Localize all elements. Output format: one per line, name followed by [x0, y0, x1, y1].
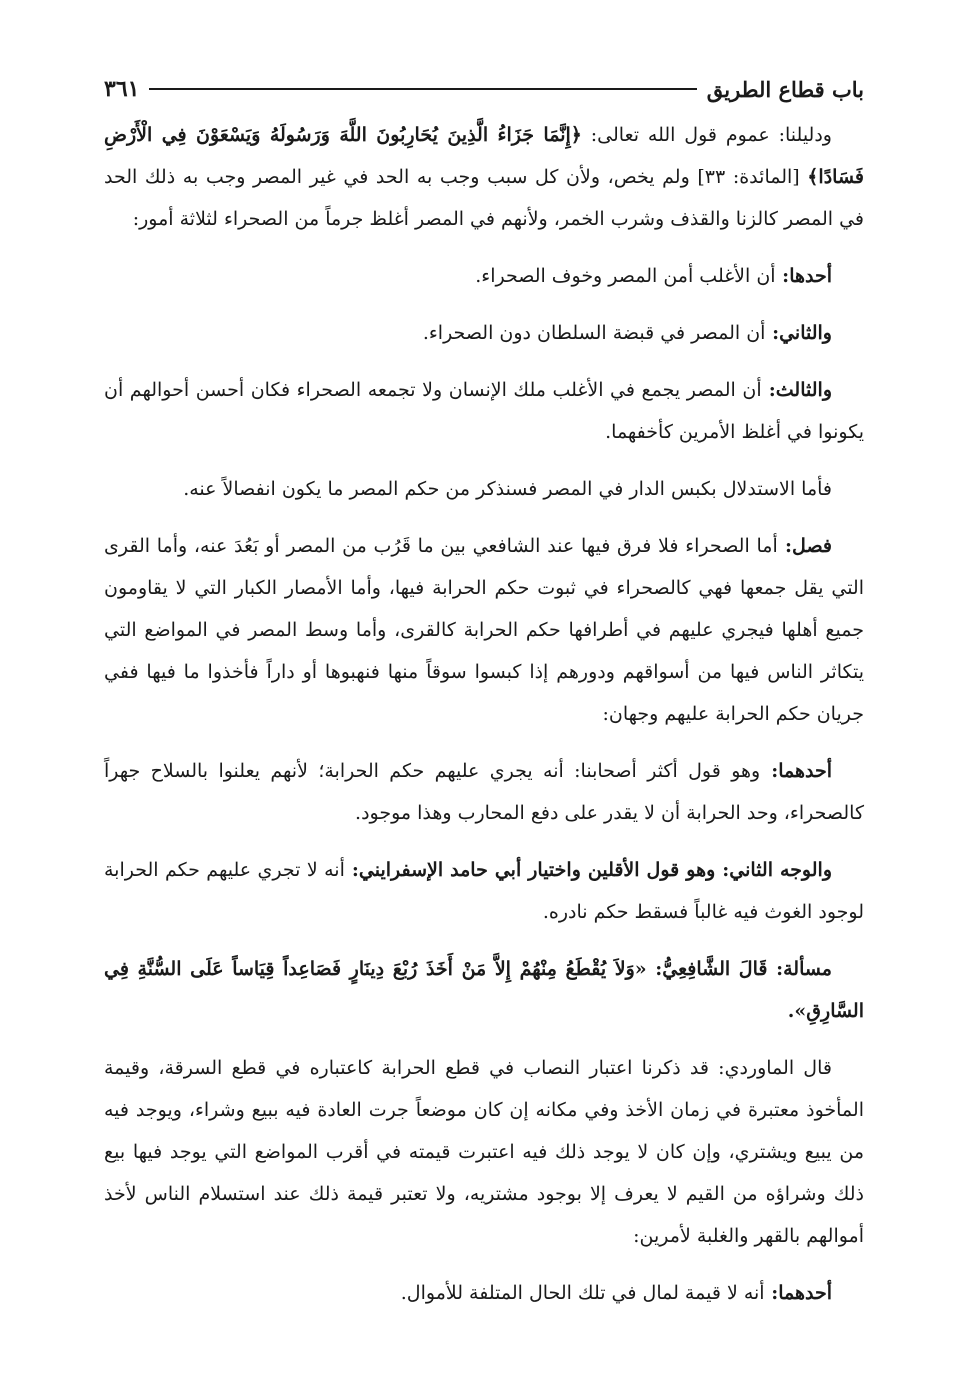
- paragraph-text: أنه لا تجري عليهم حكم الحرابة لوجود الغوث فيه غالباً فسقط حكم نادره.: [104, 859, 864, 923]
- paragraph-text: أنه لا قيمة لمال في تلك الحال المتلفة للأموال.: [400, 1282, 765, 1304]
- paragraph-second-reason: [104, 312, 864, 354]
- paragraph-lead: مسألة: قَالَ الشَّافِعِيُّ:: [646, 958, 832, 980]
- page-number: ٣٦١: [104, 76, 140, 102]
- page-header: [104, 70, 864, 108]
- paragraph-text: ودليلنا: عموم قول الله تعالى:: [581, 124, 832, 146]
- shafii-quote: «وَلاَ يُقْطَعُ مِنْهُمْ إِلاَّ مَنْ أَخَذَ رُبْعَ دِينَارٍ فَصَاعِداً قِيَاساً عَلَى السُّنَّةِ فِي السَّارِقِ».: [104, 958, 864, 1022]
- paragraph-text: أن الأغلب أمن المصر وخوف الصحراء.: [475, 265, 776, 287]
- paragraph-lead: والثاني:: [765, 322, 832, 344]
- header-rule: [149, 88, 696, 90]
- quran-verse: ﴿إِنَّمَا جَزَاءُ الَّذِينَ يُحَارِبُونَ اللَّهَ وَرَسُولَهُ وَيَسْعَوْنَ فِي الْأَرْضِ فَسَادًا﴾: [104, 124, 864, 188]
- paragraph-third-reason: [104, 369, 864, 453]
- paragraph-lead: أحدهما:: [764, 1282, 832, 1304]
- paragraph-text: [المائدة: ٣٣] ولم يخص، ولأن كل سبب وجب به الحد في غير المصر وجب به ذلك الحد في المصر كالزنا والقذف وشرب الخمر، ولأنهم في المصر أغلظ جرماً من الصحراء لثلاثة أمور:: [104, 166, 864, 230]
- paragraph-text: أن المصر يجمع في الأغلب ملك الإنسان ولا تجمعه الصحراء فكان أحسن أحوالهم أن يكونوا في أغلظ الأمرين كأخفهما.: [104, 379, 864, 443]
- paragraph-text: قال الماوردي: قد ذكرنا اعتبار النصاب في قطع الحرابة كاعتباره في قطع السرقة، وقيمة المأخوذ معتبرة في زمان الأخذ وفي مكانه إن كان موضعاً جرت العادة فيه ببيع وشراء، ويوجد فيه من يبيع ويشتري، وإن كان لا يوجد ذلك فيه اعتبرت قيمته في أقرب المواضع التي يوجد فيها بيع ذلك وشراؤه من القيم لا يعرف إلا بوجود مشتريه، ولا تعتبر قيمة ذلك عند استسلام الناس لأخذ أموالهم بالقهر والغلبة لأمرين:: [104, 1057, 864, 1247]
- paragraph-lead: أحدها:: [775, 265, 832, 287]
- paragraph-lead: والثالث:: [761, 379, 832, 401]
- paragraph-mawardi: [104, 1047, 864, 1257]
- paragraph-lead: أحدهما:: [760, 760, 832, 782]
- paragraph-issue: [104, 948, 864, 1032]
- paragraph-text: أما الصحراء فلا فرق فيها عند الشافعي بين ما قَرُب من المصر أو بَعُدَ عنه، وأما القرى التي يقل جمعها فهي كالصحراء في ثبوت حكم الحرابة فيها، وأما الأمصار الكبار التي لا يقاومون جميع أهلها فيجري عليهم في أطرافها حكم الحرابة كالقرى، وأما وسط المصر في المواضع التي يتكاثر الناس فيها من أسواقهم ودورهم إذا كبسوا سوقاً منها فنهبوها أو داراً فأخذوا ما فيها ففي جريان حكم الحرابة عليهم وجهان:: [104, 535, 864, 725]
- paragraph-text: أن المصر في قبضة السلطان دون الصحراء.: [422, 322, 766, 344]
- chapter-title: باب قطاع الطريق: [706, 76, 864, 102]
- paragraph-second-view: [104, 849, 864, 933]
- paragraph-evidence: [104, 114, 864, 240]
- paragraph-first-view: [104, 750, 864, 834]
- paragraph-first-matter: [104, 1272, 864, 1314]
- book-page: [104, 70, 864, 1329]
- paragraph-text: وهو قول أكثر أصحابنا: أنه يجري عليهم حكم الحرابة؛ لأنهم يعلنوا بالسلاح جهراً كالصحراء، وحد الحرابة أن لا يقدر على دفع المحارب وهذا موجود.: [104, 760, 864, 824]
- paragraph-lead: فصل:: [777, 535, 833, 557]
- paragraph-text: فأما الاستدلال بكبس الدار في المصر فسنذكر من حكم المصر ما يكون انفصالاً عنه.: [183, 478, 832, 500]
- paragraph-rebuttal: [104, 468, 864, 510]
- paragraph-lead: والوجه الثاني: وهو قول الأقلين واختيار أبي حامد الإسفرايني:: [344, 859, 832, 881]
- paragraph-first-reason: [104, 255, 864, 297]
- paragraph-section: [104, 525, 864, 735]
